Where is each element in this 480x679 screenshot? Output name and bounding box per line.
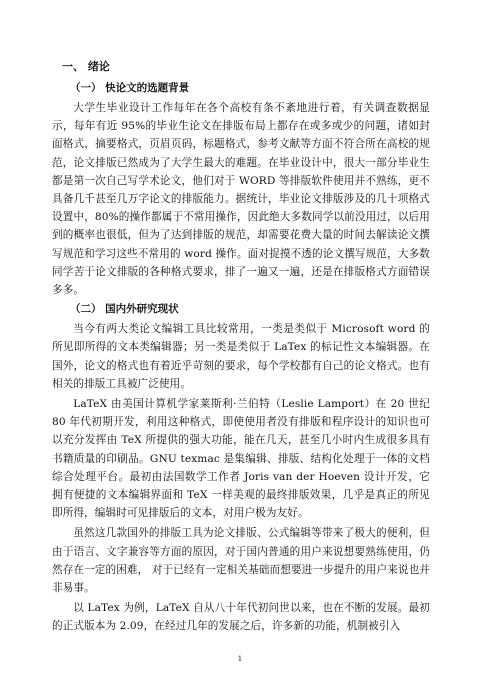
paragraph: LaTeX 由美国计算机学家莱斯利·兰伯特（Leslie Lamport）在 20 世纪 80 年代初期开发，利用这种格式，即使使用者没有排版和程序设计的知识也可以充分发挥由 TeX 所提供的强大功能，能在几天，甚至几小时内生成很多具有书籍质量的印刷品。GNU texmac 是集编辑、排版、结构化处理于一体的文档综合处理平台。最初由法国数学工作者 Joris van der Hoeven 设计开发，它拥有便捷的文本编辑界面和 TeX 一样美观的最终排版效果，几乎是真正的所见即所得，编辑时可见排版后的文本，对用户极为友好。: [52, 398, 430, 520]
section-heading-research-status: （二） 国内外研究现状: [70, 303, 179, 316]
section-heading-background: （一） 快论文的选题背景: [70, 82, 190, 94]
paragraph: 虽然这几款国外的排版工具为论文排版、公式编辑等带来了极大的便利，但由于语言、文字兼容等方面的原因，对于国内普通的用户来说想要熟练使用，仍然存在一定的困难， 对于已经有一定相关基础而想要进一步提升的用户来说也并非易事。: [52, 527, 430, 595]
paragraph: 当今有两大类论文编辑工具比较常用，一类是类似于 Microsoft word 的所见即所得的文本类编辑器；另一类是类似于 LaTex 的标记性文本编辑器。在国外，论文的格式也有着近乎苛刻的要求，每个学校都有自己的论文格式。也有相关的排版工具被广泛使用。: [52, 323, 430, 390]
chapter-heading: 一、 绪论: [62, 60, 110, 73]
paragraph: 大学生毕业设计工作每年在各个高校有条不紊地进行着，有关调查数据显示，每年有近 95%的毕业生论文在排版布局上都存在或多或少的问题，诸如封面格式，摘要格式，页眉页码，标题格式，参考文献等方面不符合所在高校的规范，论文排版已然成为了大学生最大的难题。在毕业设计中，很大一部分毕业生都是第一次自己写学术论文，他们对于 WORD 等排版软件使用并不熟练，更不具备几千甚至几万字论文的排版能力。据统计，毕业论文排版涉及的几十项格式设置中，80%的操作都属于不常用操作，因此绝大多数同学以前没用过，以后用到的概率也很低，但为了达到排版的规范，却需要花费大量的时间去解读论文撰写规范和学习这些不常用的 word 操作。面对捉摸不透的论文撰写规范，大多数同学苦于论文排版的各种格式要求，排了一遍又一遍，还是在排版格式方面错误多多。: [52, 102, 430, 297]
page-number: 1: [237, 655, 243, 663]
paragraph: 以 LaTex 为例，LaTeX 自从八十年代初问世以来，也在不断的发展。最初的正式版本为 2.09，在经过几年的发展之后，许多新的功能，机制被引入: [52, 602, 430, 633]
